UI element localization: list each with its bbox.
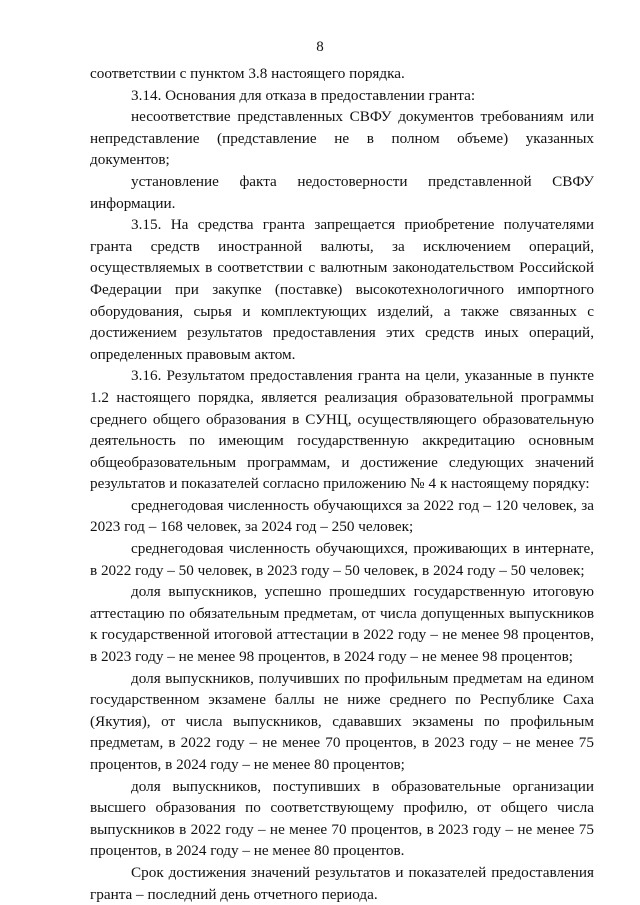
paragraph-refusal-reason-1: несоответствие представленных СВФУ документов требованиям или непредставление (представление не в полном объеме) указанных документов; [90,108,594,169]
paragraph-3-14-heading: 3.14. Основания для отказа в предоставлении гранта: [131,86,476,104]
paragraph-indicator-boarding: среднегодовая численность обучающихся, проживающих в интернате, в 2022 году – 50 человек, в 2023 году – 50 человек, в 2024 году – 50 человек; [90,540,594,579]
paragraph-continuation: соответствии с пунктом 3.8 настоящего порядка. [90,65,405,82]
paragraph-indicator-attestation: доля выпускников, успешно прошедших государственную итоговую аттестацию по обязательным предметам, от числа допущенных выпускников к государственной итоговой аттестации в 2022 году – не менее 98 процентов, в 2023 году – не менее 98 процентов, в 2024 году – не менее 98 процентов; [90,583,594,666]
document-body [90,63,594,905]
paragraph-refusal-reason-2: установление факта недостоверности представленной СВФУ информации. [90,172,594,212]
paragraph-indicator-admission: доля выпускников, поступивших в образовательные организации высшего образования по соответствующему профилю, от общего числа выпускников в 2022 году – не менее 70 процентов, в 2023 году – не менее 75 процентов, в 2024 году – не менее 80 процентов. [90,777,594,860]
paragraph-indicator-students: среднегодовая численность обучающихся за 2022 год – 120 человек, за 2023 год – 168 человек, за 2024 год – 250 человек; [90,496,594,536]
paragraph-indicator-exam-scores: доля выпускников, получивших по профильным предметам на едином государственном экзамене баллы не ниже среднего по Республике Саха (Якутия), от числа выпускников, сдававших экзамены по профильным предметам, в 2022 году – не менее 70 процентов, в 2023 году – не менее 75 процентов, в 2024 году – не менее 80 процентов; [90,669,594,773]
paragraph-deadline: Срок достижения значений результатов и показателей предоставления гранта – последний день отчетного периода. [90,863,594,903]
page-number: 8 [316,39,324,55]
paragraph-3-15: 3.15. На средства гранта запрещается приобретение получателями гранта средств иностранной валюты, за исключением операций, осуществляемых в соответствии с валютным законодательством Российской Федерации при закупке (поставке) высокотехнологичного импортного оборудования, сырья и комплектующих изделий, а также связанных с достижением результатов предоставления этих средств иных операций, определенных правовым актом. [90,216,594,363]
paragraph-3-16: 3.16. Результатом предоставления гранта на цели, указанные в пункте 1.2 настоящего порядка, является реализация образовательной программы среднего общего образования в СУНЦ, осуществляющего образовательную деятельность по имеющим государственную аккредитацию основным общеобразовательным программам, и достижение следующих значений результатов и показателей согласно приложению № 4 к настоящему порядку: [90,367,594,493]
